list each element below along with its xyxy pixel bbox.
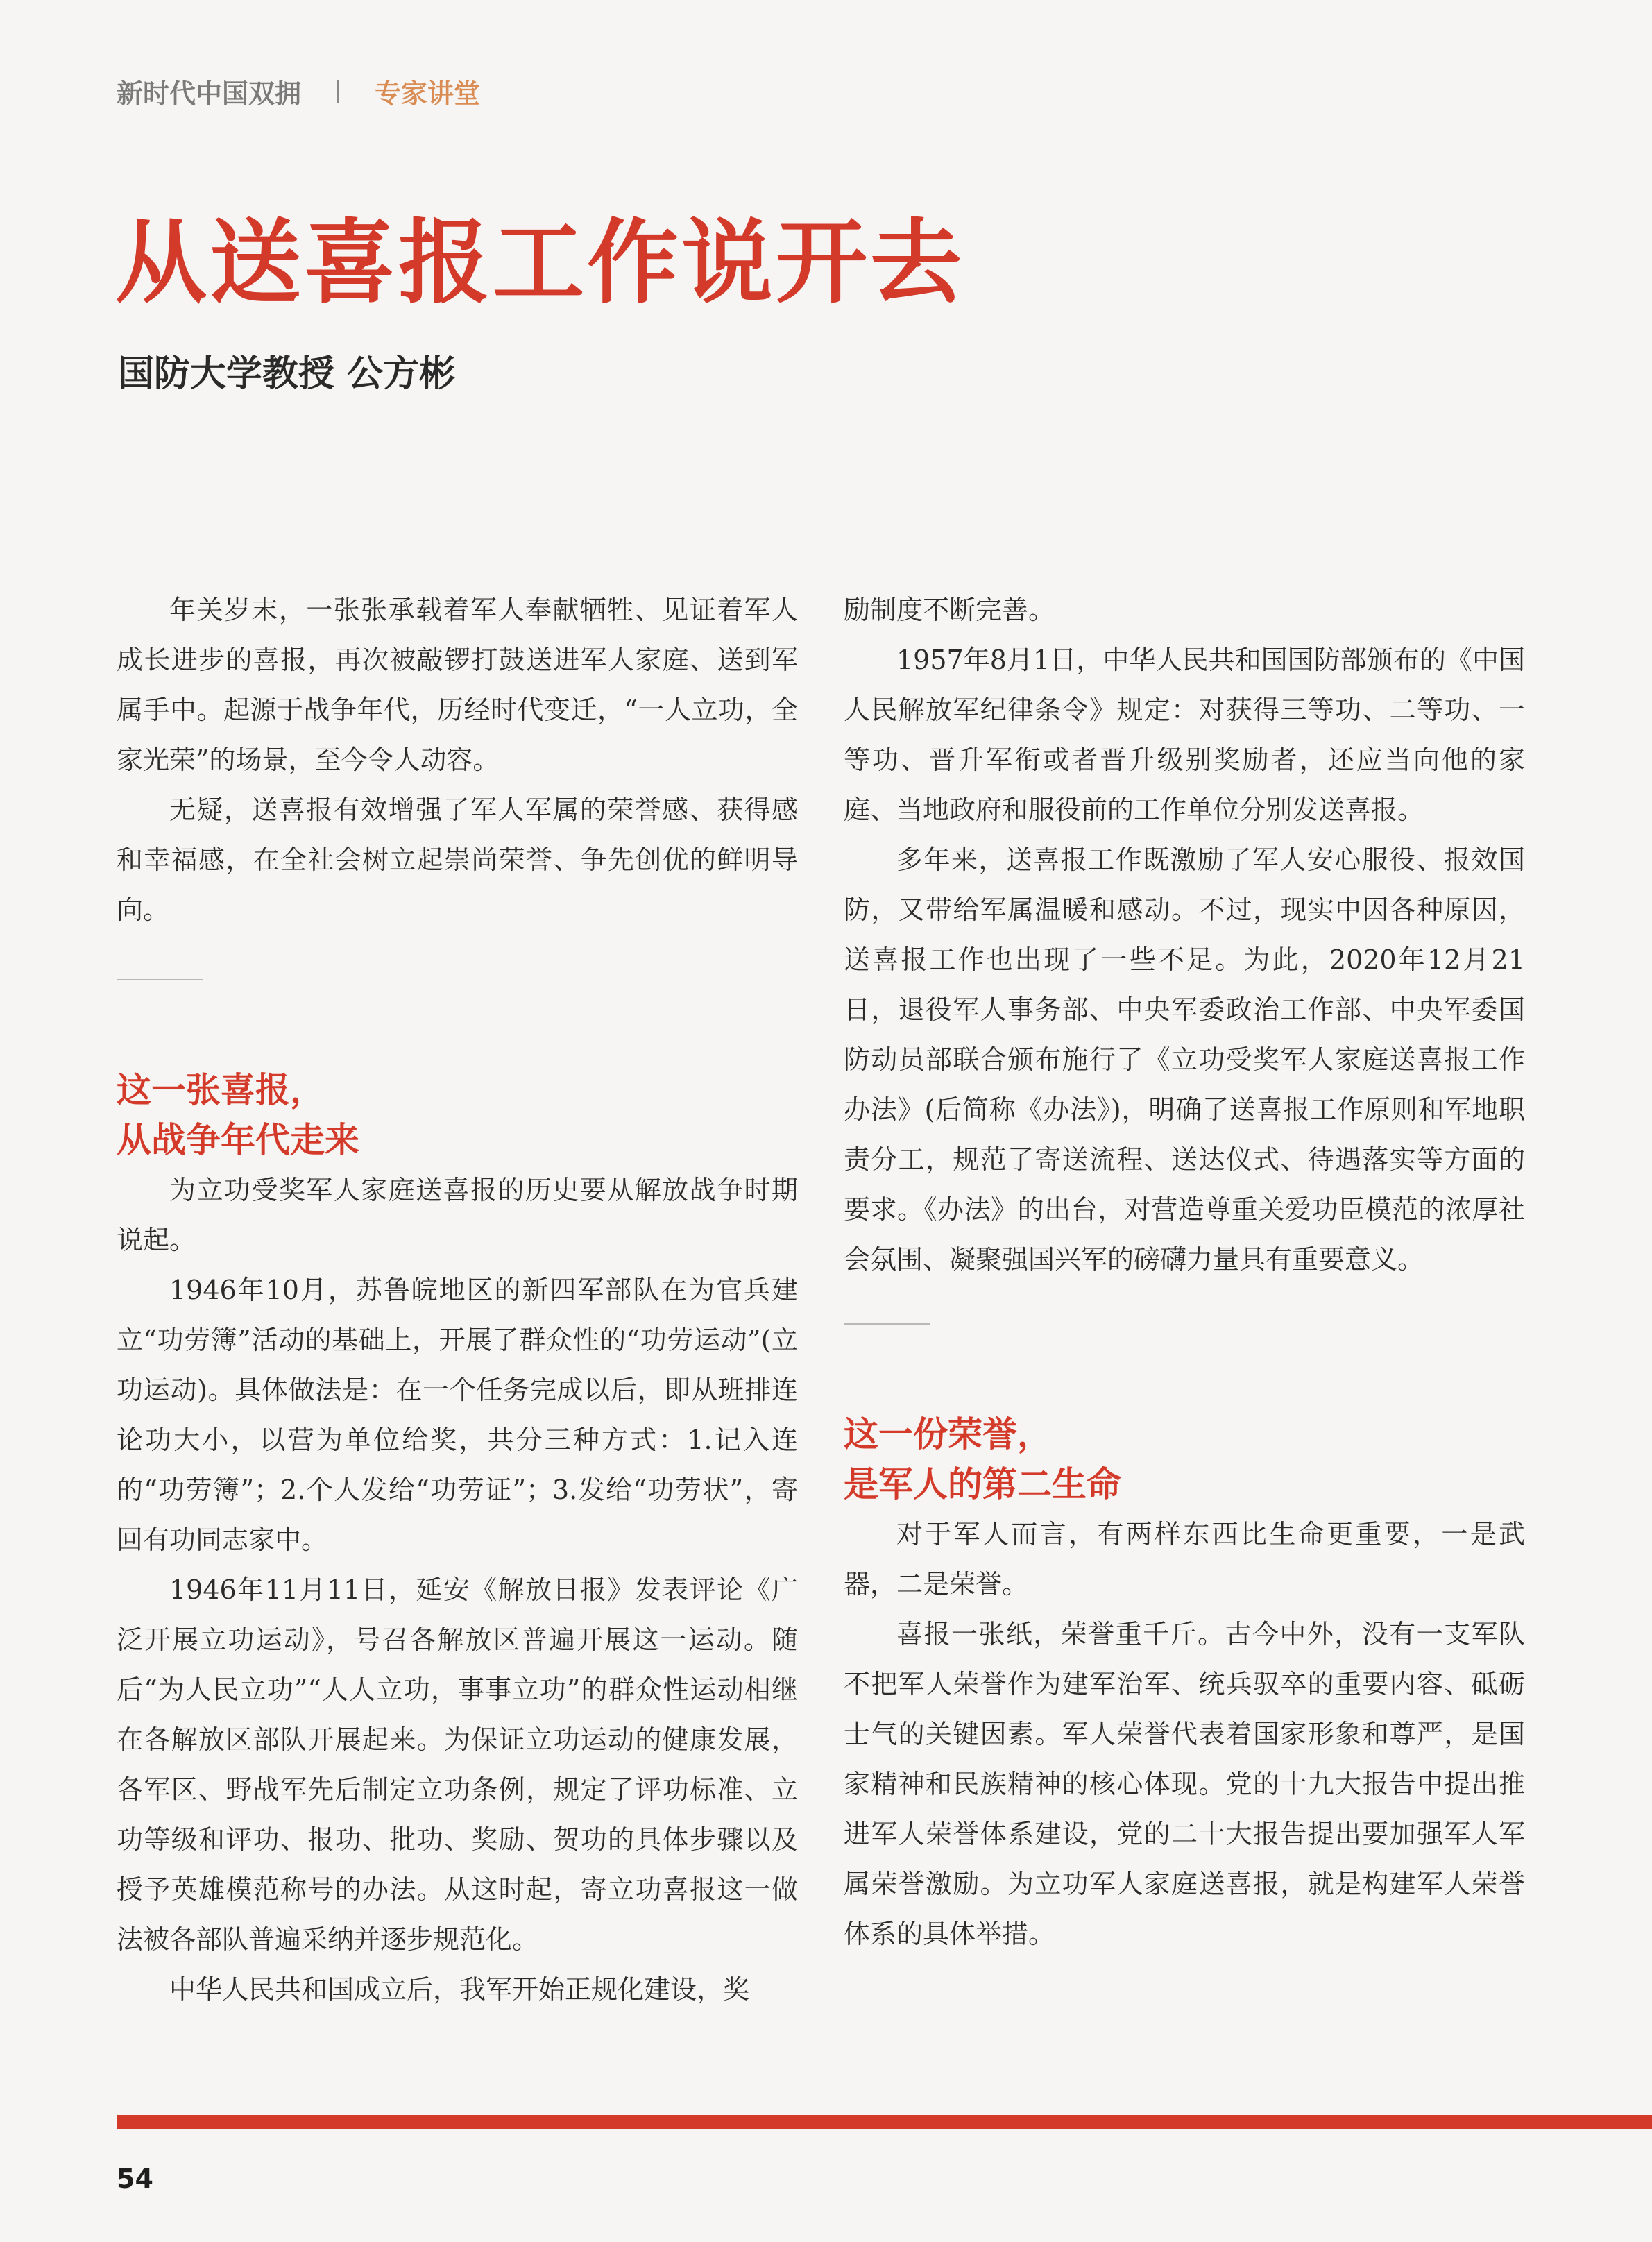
page-number: 54 (117, 2164, 153, 2194)
section1-paragraph-2: 1946年10月，苏鲁皖地区的新四军部队在为官兵建立“功劳簿”活动的基础上，开展了群众性的“功劳运动”(立功运动)。具体做法是：在一个任务完成以后，即从班排连论功大小，以营为单位给奖，共分三种方式：1.记入连的“功劳簿”；2.个人发给“功劳证”；3.发给“功劳状”，寄回有功同志家中。 (117, 1275, 798, 1555)
section2-heading-line2: 是军人的第二生命 (844, 1464, 1121, 1504)
right-paragraph-2: 多年来，送喜报工作既激励了军人安心服役、报效国防，又带给军属温暖和感动。不过，现实中因各种原因，送喜报工作也出现了一些不足。为此，2020年12月21日，退役军人事务部、中央军委政治工作部、中央军委国防动员部联合颁布施行了《立功受奖军人家庭送喜报工作办法》(后简称《办法》)，明确了送喜报工作原则和军地职责分工，规范了寄送流程、送达仪式、待遇落实等方面的要求。《办法》的出台，对营造尊重关爱功臣模范的浓厚社会氛围、凝聚强国兴军的磅礴力量具有重要意义。 (844, 844, 1525, 1275)
section1-paragraph-4: 中华人民共和国成立后，我军开始正规化建设，奖 (169, 1974, 750, 2005)
header-separator (337, 80, 339, 103)
right-column (844, 585, 1525, 1959)
section1-heading-line2: 从战争年代走来 (117, 1120, 359, 1160)
column-section-label: 专家讲堂 (375, 78, 481, 109)
magazine-brand: 新时代中国双拥 (117, 78, 302, 109)
section2-heading-line1: 这一份荣誉， (844, 1414, 1052, 1454)
section2-paragraph-1: 对于军人而言，有两样东西比生命更重要，一是武器，二是荣誉。 (844, 1519, 1525, 1599)
left-column (117, 585, 798, 2014)
section-divider (844, 1323, 930, 1325)
section1-paragraph-3: 1946年11月11日，延安《解放日报》发表评论《广泛开展立功运动》，号召各解放区普遍开展这一运动。随后“为人民立功”“人人立功，事事立功”的群众性运动相继在各解放区部队开展起来。为保证立功运动的健康发展，各军区、野战军先后制定立功条例，规定了评功标准、立功等级和评功、报功、批功、奖励、贺功的具体步骤以及授予英雄模范称号的办法。从这时起，寄立功喜报这一做法被各部队普遍采纳并逐步规范化。 (117, 1574, 798, 1955)
running-header (117, 72, 480, 110)
intro-paragraph-2: 无疑，送喜报有效增强了军人军属的荣誉感、获得感和幸福感，在全社会树立起崇尚荣誉、争先创优的鲜明导向。 (117, 795, 798, 925)
right-paragraph-1: 1957年8月1日，中华人民共和国国防部颁布的《中国人民解放军纪律条令》规定：对获得三等功、二等功、一等功、晋升军衔或者晋升级别奖励者，还应当向他的家庭、当地政府和服役前的工作单位分别发送喜报。 (844, 645, 1525, 825)
section1-heading-line1: 这一张喜报， (117, 1070, 325, 1110)
continued-paragraph: 励制度不断完善。 (844, 595, 1055, 625)
section2-paragraph-2: 喜报一张纸，荣誉重千斤。古今中外，没有一支军队不把军人荣誉作为建军治军、统兵驭卒的重要内容、砥砺士气的关键因素。军人荣誉代表着国家形象和尊严，是国家精神和民族精神的核心体现。党的十九大报告中提出推进军人荣誉体系建设，党的二十大报告提出要加强军人军属荣誉激励。为立功军人家庭送喜报，就是构建军人荣誉体系的具体举措。 (844, 1619, 1525, 1949)
section1-heading (117, 1065, 798, 1165)
intro-paragraph-1: 年关岁末，一张张承载着军人奉献牺牲、见证着军人成长进步的喜报，再次被敲锣打鼓送进军人家庭、送到军属手中。起源于战争年代，历经时代变迁，“一人立功，全家光荣”的场景，至今令人动容。 (117, 595, 798, 775)
section-divider (117, 979, 203, 980)
article-title: 从送喜报工作说开去 (115, 209, 964, 316)
section2-heading (844, 1409, 1525, 1509)
article-byline: 国防大学教授 公方彬 (118, 353, 456, 395)
footer-accent-bar (117, 2115, 1652, 2129)
section1-paragraph-1: 为立功受奖军人家庭送喜报的历史要从解放战争时期说起。 (117, 1175, 798, 1255)
